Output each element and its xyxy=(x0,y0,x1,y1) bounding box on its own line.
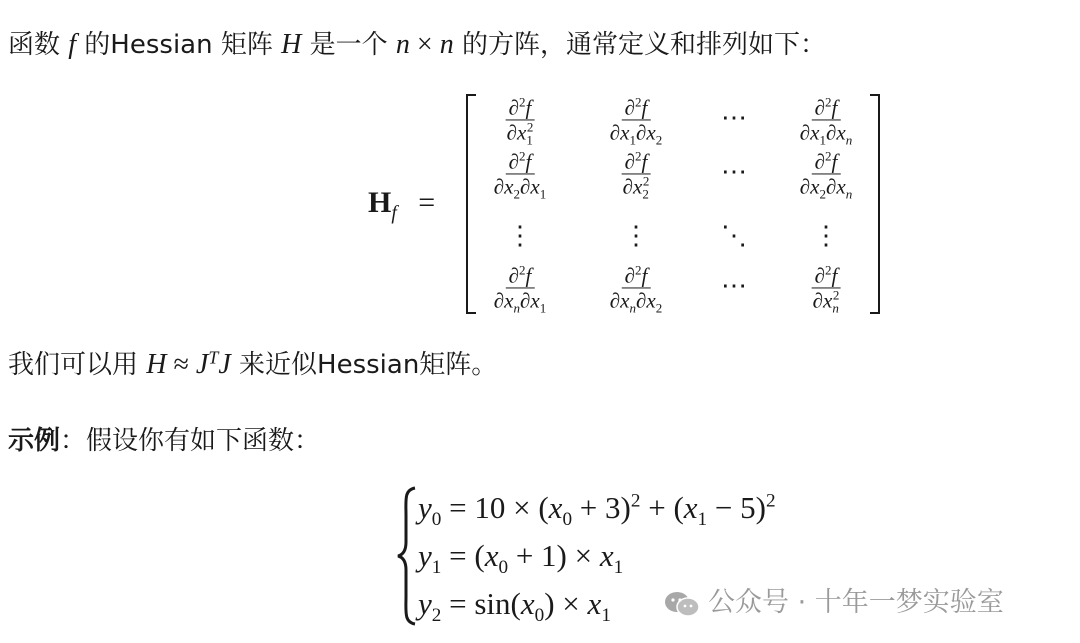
watermark xyxy=(664,580,1004,619)
hessian-lhs xyxy=(368,186,436,224)
matrix-cell: $\frac{\partial^2f}{\partial x_n^2}$ xyxy=(812,262,840,316)
math-H: H xyxy=(146,349,167,380)
example-heading xyxy=(8,420,320,457)
intro-part: 的方阵，通常定义和排列如下： xyxy=(453,30,826,60)
approx-part: 我们可以用 xyxy=(8,350,147,380)
intro-part: 是一个 xyxy=(301,30,396,60)
matrix-hdots: ⋯ xyxy=(721,271,747,300)
matrix-cell: $\frac{\partial^2f}{\partial x_n\partial x_1}$ xyxy=(493,262,547,316)
wechat-icon xyxy=(664,590,700,618)
matrix-vdots: ⋮ xyxy=(813,221,839,250)
approx-part: 来近似Hessian矩阵。 xyxy=(230,350,498,380)
hessian-subscript: f xyxy=(391,203,397,224)
math-H: H xyxy=(281,29,302,60)
matrix-ddots: ⋱ xyxy=(721,221,747,250)
intro-part: 函数 xyxy=(8,30,69,60)
equation-line: $y_0 = 10 \times (x_0 + 3)^2 + (x_1 - 5)^2$ xyxy=(418,490,776,531)
matrix-cell: $\frac{\partial^2f}{\partial x_1^2}$ xyxy=(506,94,534,148)
example-text: ：假设你有如下函数： xyxy=(60,426,321,456)
watermark-text: 公众号 · 十年一梦实验室 xyxy=(708,587,1004,618)
math-n-by-n: n × n xyxy=(395,29,454,60)
math-J: J xyxy=(195,349,209,380)
matrix-cell: $\frac{\partial^2f}{\partial x_2^2}$ xyxy=(622,148,650,202)
intro-part: 的Hessian 矩阵 xyxy=(76,30,282,60)
math-J: J xyxy=(218,349,231,380)
matrix-cell: $\frac{\partial^2f}{\partial x_1\partial x_2}$ xyxy=(609,94,663,148)
approx-text xyxy=(8,344,497,381)
matrix-cell: $\frac{\partial^2f}{\partial x_1\partial x_n}$ xyxy=(799,94,853,148)
matrix-vdots: ⋮ xyxy=(507,221,533,250)
equation-line: $y_2 = \sin(x_0) \times x_1$ xyxy=(418,586,611,627)
matrix-hdots: ⋯ xyxy=(721,103,747,132)
equation-line: $y_1 = (x_0 + 1) \times x_1$ xyxy=(418,538,624,579)
left-brace-icon xyxy=(396,486,418,626)
intro-text xyxy=(8,24,826,61)
matrix-cell: $\frac{\partial^2f}{\partial x_2\partial x_n}$ xyxy=(799,148,853,202)
matrix-right-bracket xyxy=(870,94,880,314)
math-f: f xyxy=(68,29,77,60)
equals-sign: = xyxy=(418,186,436,219)
example-label: 示例 xyxy=(8,426,61,456)
matrix-vdots: ⋮ xyxy=(623,221,649,250)
math-transpose: T xyxy=(208,347,219,368)
matrix-cell: $\frac{\partial^2f}{\partial x_n\partial x_2}$ xyxy=(609,262,663,316)
hessian-symbol: H xyxy=(368,186,392,219)
approx-symbol: ≈ xyxy=(166,349,196,380)
matrix-cell: $\frac{\partial^2f}{\partial x_2\partial x_1}$ xyxy=(493,148,547,202)
matrix-left-bracket xyxy=(466,94,476,314)
matrix-hdots: ⋯ xyxy=(721,157,747,186)
